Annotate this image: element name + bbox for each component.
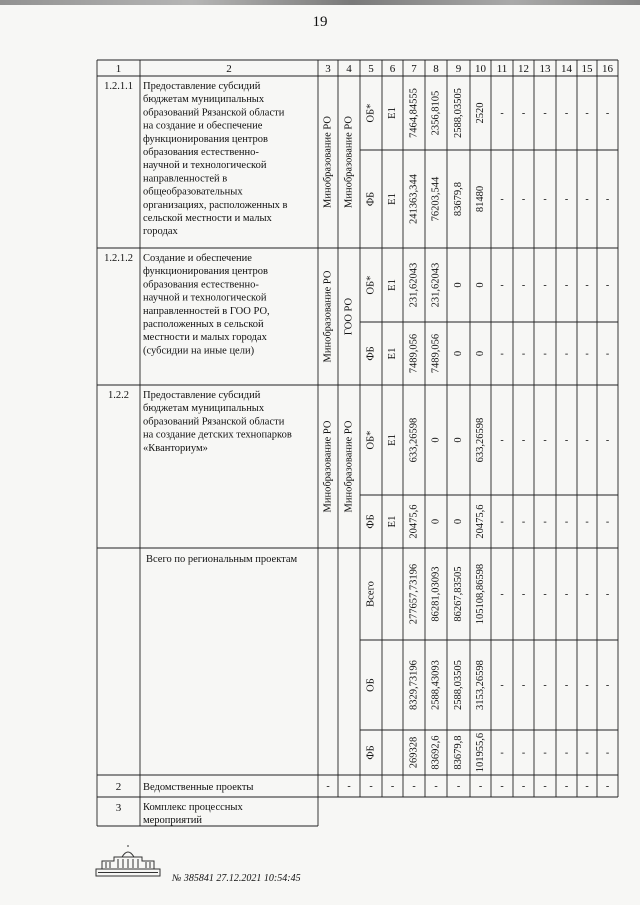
- header-cell-16: 16: [602, 63, 613, 75]
- header-cell-9: 9: [455, 63, 462, 75]
- page-number: 19: [312, 14, 328, 30]
- empty-dash: -: [605, 435, 610, 446]
- empty-dash: -: [543, 747, 547, 759]
- value-2023: 86267,83505: [453, 566, 464, 622]
- value-2023: 0: [453, 350, 464, 357]
- empty-dash: -: [500, 589, 504, 600]
- project-code: Е1: [387, 434, 398, 446]
- value-2023: 0: [453, 437, 464, 443]
- budget-source: ФБ: [365, 514, 377, 529]
- value-2022: 7489,056: [430, 333, 442, 374]
- value-total: 269328: [408, 736, 420, 769]
- budget-source: ОБ*: [365, 430, 377, 450]
- value-2023: 0: [453, 518, 464, 525]
- empty-dash: -: [521, 435, 526, 446]
- empty-dash: -: [605, 280, 610, 291]
- row-title-line: Предоставление субсидий: [143, 390, 261, 401]
- row-title-line: городах: [143, 226, 178, 238]
- section-title-line: Комплекс процессных: [143, 802, 243, 813]
- value-total: 277657,73196: [408, 563, 420, 625]
- value-total: 7489,056: [408, 333, 420, 374]
- empty-dash: -: [543, 108, 547, 119]
- row-title-line: образований Рязанской области: [143, 416, 285, 428]
- recipient: Минобразование РО: [343, 420, 355, 513]
- empty-dash: -: [585, 280, 589, 291]
- empty-dash: -: [521, 781, 526, 792]
- empty-dash: -: [605, 781, 610, 792]
- empty-dash: -: [390, 781, 395, 792]
- value-total: 241363,344: [408, 174, 420, 224]
- header-cell-14: 14: [561, 63, 572, 75]
- value-2022: 83692,6: [430, 735, 442, 770]
- budget-source: ФБ: [365, 346, 377, 361]
- empty-dash: -: [500, 516, 504, 528]
- empty-dash: -: [521, 194, 526, 205]
- budget-source: ФБ: [365, 191, 377, 207]
- document-registration-stamp: № 385841 27.12.2021 10:54:45: [172, 873, 301, 884]
- empty-dash: -: [543, 781, 547, 792]
- row-title-line: бюджетам муниципальных: [143, 94, 265, 106]
- empty-dash: -: [521, 280, 526, 291]
- registry-seal-icon: [92, 845, 164, 879]
- empty-dash: -: [543, 516, 547, 528]
- value-2024: 0: [475, 282, 486, 288]
- value-2022: 0: [430, 518, 442, 525]
- header-cell-10: 10: [475, 63, 486, 75]
- section-number: 3: [115, 802, 122, 814]
- value-total: 231,62043: [408, 262, 420, 308]
- value-total: 633,26598: [408, 417, 420, 463]
- project-code: Е1: [387, 347, 398, 360]
- header-cell-6: 6: [389, 63, 396, 75]
- empty-dash: -: [564, 108, 569, 119]
- value-2022: 231,62043: [430, 262, 442, 308]
- value-2024: 2520: [475, 102, 486, 124]
- empty-dash: -: [564, 516, 569, 528]
- header-cell-7: 7: [411, 63, 417, 75]
- header-cell-1: 1: [115, 63, 122, 75]
- budget-source: ОБ*: [365, 103, 377, 123]
- recipient: ГОО РО: [343, 297, 355, 336]
- row-number: 1.2.2: [108, 390, 129, 401]
- empty-dash: -: [605, 194, 610, 205]
- row-title-line: сельской местности и малых: [143, 213, 272, 224]
- value-total: 8329,73196: [408, 660, 420, 710]
- value-2024: 633,26598: [475, 417, 486, 463]
- value-2022: 2356,8105: [430, 90, 442, 136]
- row-title-line: образования естественно-: [143, 279, 259, 291]
- row-title-line: бюджетам муниципальных: [143, 403, 265, 415]
- value-2024: 101955,6: [475, 732, 486, 773]
- row-title-line: расположенных в сельской: [143, 319, 264, 330]
- row-number: 1.2.1.1: [104, 81, 133, 92]
- value-total: 7464,84555: [408, 88, 420, 138]
- row-title-line: на создание и обеспечение: [143, 120, 263, 132]
- empty-dash: -: [434, 781, 438, 792]
- row-title-line: научной и технологической: [143, 160, 267, 172]
- empty-dash: -: [585, 194, 589, 205]
- header-cell-15: 15: [581, 63, 593, 75]
- value-2022: 86281,03093: [430, 566, 442, 622]
- empty-dash: -: [412, 781, 416, 792]
- header-cell-11: 11: [496, 63, 508, 75]
- empty-dash: -: [564, 194, 569, 205]
- row-number: 1.2.1.2: [104, 253, 133, 264]
- empty-dash: -: [521, 516, 526, 528]
- empty-dash: -: [585, 781, 589, 792]
- row-title-line: местности и малых городах: [143, 332, 267, 344]
- value-2023: 83679,8: [453, 181, 464, 217]
- empty-dash: -: [564, 747, 569, 759]
- empty-dash: -: [585, 348, 589, 360]
- section-number: 2: [115, 781, 122, 793]
- empty-dash: -: [605, 680, 610, 691]
- value-2023: 0: [453, 282, 464, 288]
- empty-dash: -: [543, 194, 547, 205]
- row-title-line: организациях, расположенных в: [143, 199, 288, 211]
- responsible-executor: Минобразование РО: [322, 116, 334, 208]
- value-2023: 83679,8: [453, 735, 464, 770]
- row-title-line: Предоставление субсидий: [143, 81, 261, 92]
- empty-dash: -: [500, 194, 504, 205]
- project-code: Е1: [387, 193, 398, 205]
- header-cell-3: 3: [325, 63, 331, 75]
- value-2024: 3153,26598: [475, 660, 486, 710]
- empty-dash: -: [369, 781, 373, 792]
- row-title-line: общеобразовательных: [143, 186, 243, 198]
- empty-dash: -: [585, 108, 589, 119]
- empty-dash: -: [500, 781, 504, 792]
- empty-dash: -: [500, 680, 504, 691]
- empty-dash: -: [521, 589, 526, 600]
- recipient: Минобразование РО: [343, 116, 355, 208]
- empty-dash: -: [543, 680, 547, 691]
- value-2023: 2588,03505: [453, 660, 464, 710]
- empty-dash: -: [347, 781, 351, 792]
- empty-dash: -: [500, 280, 504, 291]
- value-2023: 2588,03505: [453, 88, 464, 138]
- empty-dash: -: [585, 516, 589, 528]
- empty-dash: -: [585, 747, 589, 759]
- responsible-executor: Минобразование РО: [322, 420, 334, 513]
- value-2022: 0: [430, 437, 442, 443]
- header-cell-2: 2: [226, 63, 232, 75]
- empty-dash: -: [585, 680, 589, 691]
- empty-dash: -: [564, 589, 569, 600]
- value-2022: 76203,544: [430, 176, 442, 222]
- empty-dash: -: [564, 348, 569, 360]
- empty-dash: -: [500, 747, 504, 759]
- empty-dash: -: [543, 348, 547, 360]
- header-cell-12: 12: [518, 63, 529, 75]
- row-title-line: функционирования центров: [143, 133, 268, 145]
- empty-dash: -: [543, 589, 547, 600]
- project-code: Е1: [387, 107, 398, 119]
- empty-dash: -: [521, 680, 526, 691]
- row-title-line: функционирования центров: [143, 266, 268, 278]
- empty-dash: -: [605, 516, 610, 528]
- empty-dash: -: [605, 589, 610, 600]
- row-title-line: образований Рязанской области: [143, 107, 285, 119]
- empty-dash: -: [521, 747, 526, 759]
- value-2024: 81480: [475, 185, 486, 213]
- budget-source: ОБ: [365, 678, 377, 692]
- project-code: Е1: [387, 279, 398, 291]
- empty-dash: -: [564, 781, 569, 792]
- section-title-line: мероприятий: [143, 815, 202, 826]
- empty-dash: -: [500, 435, 504, 446]
- empty-dash: -: [543, 280, 547, 291]
- empty-dash: -: [605, 747, 610, 759]
- value-2024: 20475,6: [475, 504, 486, 539]
- value-2022: 2588,43093: [430, 660, 442, 710]
- budget-source: Всего: [365, 581, 377, 607]
- empty-dash: -: [564, 435, 569, 446]
- budget-source: ФБ: [365, 745, 377, 760]
- empty-dash: -: [605, 348, 610, 360]
- section-title: Ведомственные проекты: [143, 782, 254, 793]
- header-cell-13: 13: [539, 63, 551, 75]
- value-total: 20475,6: [408, 504, 420, 539]
- empty-dash: -: [500, 108, 504, 119]
- row-title-line: образования естественно-: [143, 147, 259, 158]
- empty-dash: -: [564, 280, 569, 291]
- responsible-executor: Минобразование РО: [322, 270, 334, 363]
- empty-dash: -: [500, 348, 504, 360]
- row-title-line: направленностей в ГОО РО,: [143, 305, 270, 317]
- empty-dash: -: [521, 108, 526, 119]
- empty-dash: -: [543, 435, 547, 446]
- row-title-line: (субсидии на иные цели): [143, 345, 255, 357]
- empty-dash: -: [585, 435, 589, 446]
- row-title-line: направленностей в: [143, 173, 228, 185]
- budget-source: ОБ*: [365, 275, 377, 295]
- empty-dash: -: [521, 348, 526, 360]
- empty-dash: -: [564, 680, 569, 691]
- row-title-line: научной и технологической: [143, 292, 267, 304]
- row-title-line: на создание детских технопарков: [143, 429, 292, 441]
- value-2024: 105108,86598: [475, 563, 486, 625]
- row-title-line: «Кванториум»: [143, 442, 208, 454]
- project-code: Е1: [387, 515, 398, 528]
- empty-dash: -: [456, 781, 461, 792]
- empty-dash: -: [478, 781, 483, 792]
- empty-dash: -: [326, 781, 330, 792]
- value-2024: 0: [475, 350, 486, 357]
- empty-dash: -: [585, 589, 589, 600]
- header-cell-5: 5: [368, 63, 374, 75]
- row-title-line: Создание и обеспечение: [143, 253, 252, 264]
- header-cell-8: 8: [433, 63, 439, 75]
- totals-label: Всего по региональным проектам: [146, 554, 298, 565]
- empty-dash: -: [605, 108, 610, 119]
- header-cell-4: 4: [346, 63, 352, 75]
